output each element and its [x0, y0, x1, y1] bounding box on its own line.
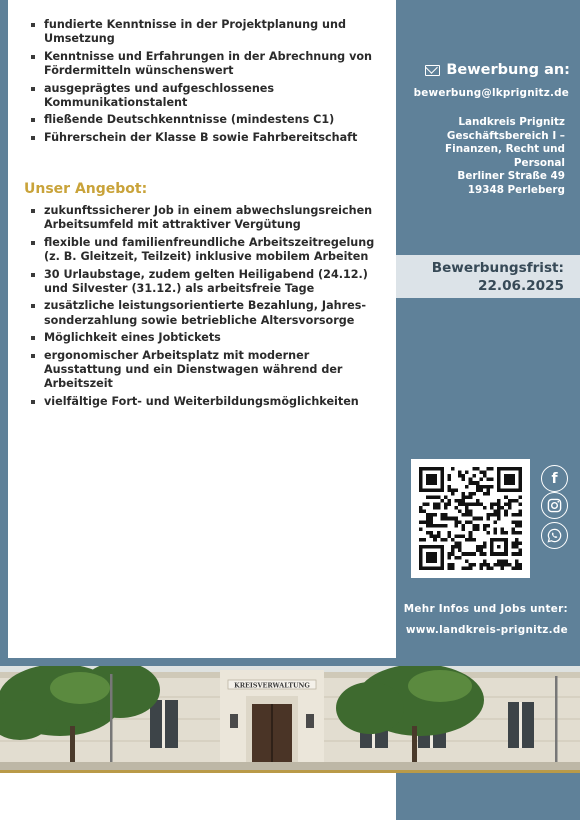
frame-bottom-bar	[0, 658, 396, 666]
building-sign: KREISVERWALTUNG	[234, 681, 310, 690]
list-item: 30 Urlaubstage, zudem gelten Heiligabend (24.12.) und Silvester (31.12.) als arbeitsfreie Tage	[30, 268, 380, 297]
list-item: zusätzliche leistungsorientierte Bezahlung, Jahres-sonderzahlung sowie betriebliche Altersvorsorge	[30, 299, 380, 328]
qr-code[interactable]	[411, 459, 530, 578]
list-item: Möglichkeit eines Jobtickets	[30, 331, 380, 345]
list-item: flexible und familienfreundliche Arbeitszeitregelung (z. B. Gleitzeit, Teilzeit) inklusive mobilem Arbeiten	[30, 236, 380, 265]
facebook-icon[interactable]: f	[541, 465, 568, 492]
list-item: zukunftssicherer Job in einem abwechslungsreichen Arbeitsumfeld mit attraktiver Vergütung	[30, 204, 380, 233]
list-item: ausgeprägtes und aufgeschlossenes Kommunikationstalent	[30, 82, 380, 111]
address-line: Geschäftsbereich I –	[446, 129, 565, 142]
address-line: Berliner Straße 49	[457, 170, 565, 183]
deadline-label: Bewerbungsfrist:	[431, 260, 564, 276]
address-line: Landkreis Prignitz	[458, 116, 565, 128]
left-frame-strip	[0, 0, 8, 665]
application-heading	[410, 62, 570, 78]
application-email-link[interactable]: bewerbung@lkprignitz.de	[413, 87, 569, 99]
gold-divider	[0, 770, 580, 773]
list-item: Führerschein der Klasse B sowie Fahrbereitschaft	[30, 131, 380, 145]
list-item: Kenntnisse und Erfahrungen in der Abrechnung von Fördermitteln wünschenswert	[30, 50, 380, 79]
mail-icon	[425, 65, 440, 76]
list-item: fundierte Kenntnisse in der Projektplanung und Umsetzung	[30, 18, 380, 47]
address-line: 19348 Perleberg	[467, 183, 565, 196]
offer-list	[30, 204, 380, 412]
application-heading-label: Bewerbung an:	[446, 62, 570, 78]
requirements-list	[30, 18, 380, 148]
address-line: Personal	[513, 156, 565, 169]
application-deadline	[396, 259, 564, 295]
offer-heading: Unser Angebot:	[24, 181, 148, 197]
qr-code-image	[419, 467, 522, 570]
list-item: fließende Deutschkenntnisse (mindestens C1)	[30, 113, 380, 127]
whatsapp-icon[interactable]	[541, 522, 568, 549]
postal-address	[410, 116, 565, 198]
list-item: ergonomischer Arbeitsplatz mit moderner Ausstattung und ein Dienstwagen während der Arbeitszeit	[30, 349, 380, 392]
deadline-date: 22.06.2025	[478, 278, 564, 294]
whatsapp-glyph	[547, 528, 562, 543]
website-link[interactable]: www.landkreis-prignitz.de	[405, 624, 568, 636]
address-line: Finanzen, Recht und	[445, 143, 565, 156]
more-info-label: Mehr Infos und Jobs unter:	[403, 603, 568, 615]
instagram-icon[interactable]	[541, 492, 568, 519]
building-photo	[0, 666, 580, 770]
building-illustration	[0, 666, 580, 770]
list-item: vielfältige Fort- und Weiterbildungsmöglichkeiten	[30, 395, 380, 409]
instagram-glyph	[547, 498, 562, 513]
